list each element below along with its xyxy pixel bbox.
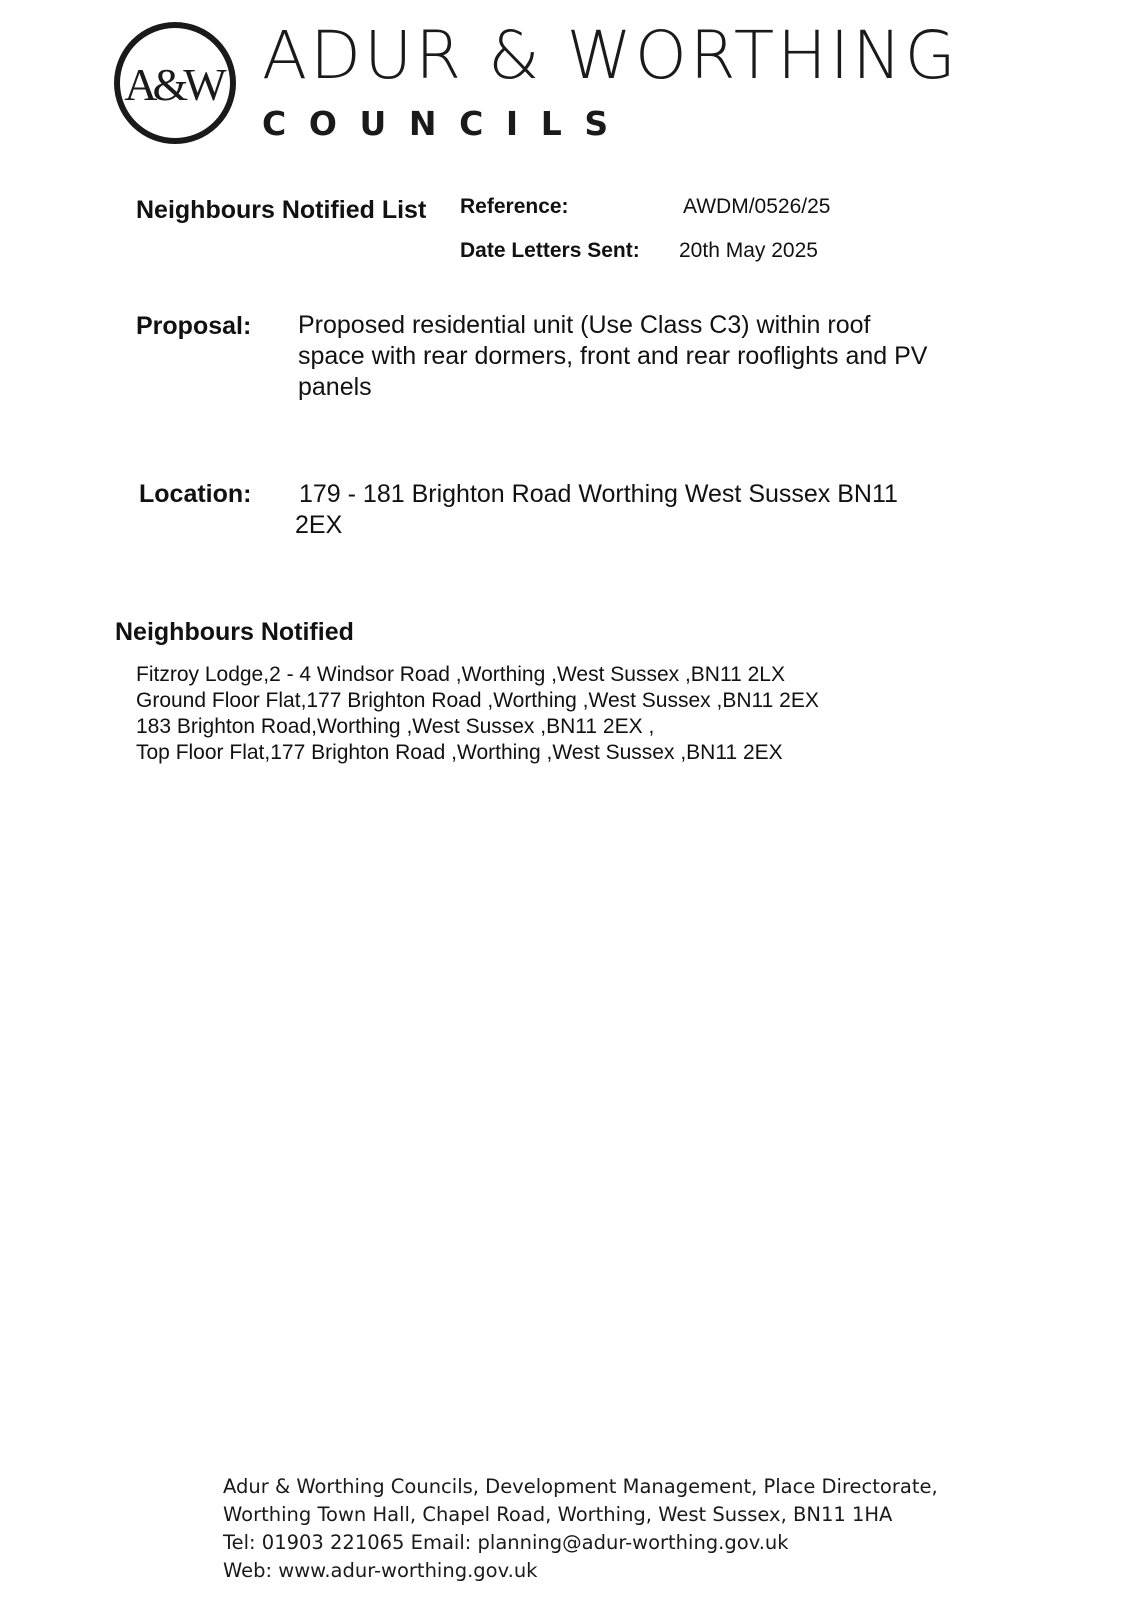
brand-subtitle: COUNCILS (262, 104, 631, 143)
proposal-text: Proposed residential unit (Use Class C3) within roof space with rear dormers, front and rear rooflights and PV panels (298, 311, 928, 401)
location-line-1: 179 - 181 Brighton Road Worthing West Sussex BN11 (299, 480, 898, 508)
neighbours-list (136, 662, 819, 766)
list-item: Ground Floor Flat,177 Brighton Road ,Worthing ,West Sussex ,BN11 2EX (136, 689, 819, 712)
footer-contact (223, 1473, 938, 1585)
footer-address-line-1: Adur & Worthing Councils, Development Management, Place Directorate, (223, 1475, 938, 1498)
location-line-2: 2EX (295, 511, 343, 539)
reference-value: AWDM/0526/25 (683, 195, 831, 218)
list-item: 183 Brighton Road,Worthing ,West Sussex ,BN11 2EX , (136, 715, 655, 738)
council-logo-emblem (114, 22, 236, 144)
date-sent-value: 20th May 2025 (679, 239, 818, 262)
brand-name: ADUR & WORTHING (262, 17, 959, 94)
neighbours-heading: Neighbours Notified (115, 618, 354, 646)
date-sent-label: Date Letters Sent: (460, 239, 640, 262)
footer-address-line-2: Worthing Town Hall, Chapel Road, Worthing, West Sussex, BN11 1HA (223, 1503, 893, 1526)
proposal-label: Proposal: (136, 312, 252, 340)
footer-phone-email: Tel: 01903 221065 Email: planning@adur-worthing.gov.uk (223, 1531, 789, 1554)
reference-label: Reference: (460, 195, 569, 218)
logo-monogram: A&W (124, 58, 222, 110)
document-title: Neighbours Notified List (136, 196, 427, 224)
list-item: Top Floor Flat,177 Brighton Road ,Worthing ,West Sussex ,BN11 2EX (136, 741, 783, 764)
list-item: Fitzroy Lodge,2 - 4 Windsor Road ,Worthing ,West Sussex ,BN11 2LX (136, 663, 785, 686)
footer-website: Web: www.adur-worthing.gov.uk (223, 1559, 538, 1582)
location-label: Location: (139, 480, 252, 508)
